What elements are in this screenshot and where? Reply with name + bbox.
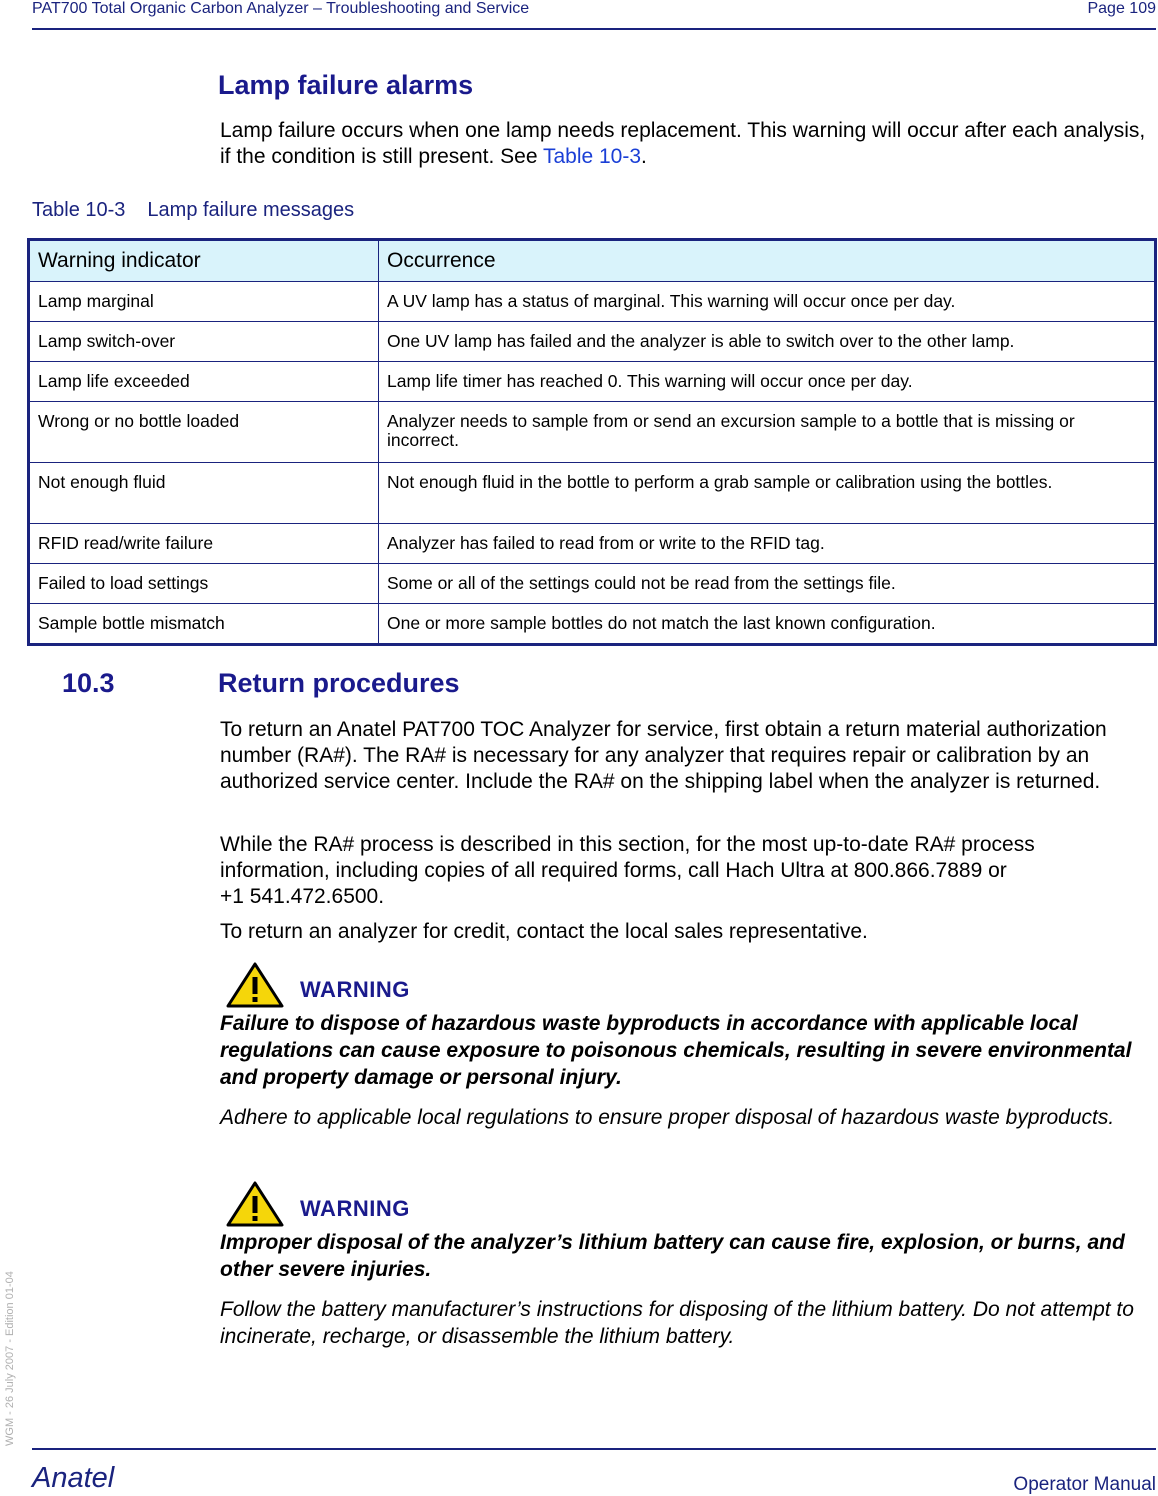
table-row: [29, 524, 1156, 564]
brand-name: Anatel: [32, 1462, 115, 1494]
occurrence-cell: Not enough fluid in the bottle to perform a grab sample or calibration using the bottles.: [379, 463, 1156, 524]
table-row: [29, 322, 1156, 362]
warning-statement: Failure to dispose of hazardous waste byproducts in accordance with applicable local regulations can cause exposure to poisonous chemicals, resulting in severe environmental and property damage or personal injury.: [220, 1012, 1132, 1089]
occurrence-cell: Lamp life timer has reached 0. This warning will occur once per day.: [379, 362, 1156, 402]
column-header-occurrence: Occurrence: [379, 240, 1156, 282]
table-row: [29, 604, 1156, 645]
table-row: [29, 463, 1156, 524]
warning-label: WARNING: [300, 977, 410, 1002]
return-paragraph-1: To return an Anatel PAT700 TOC Analyzer for service, first obtain a return material authorization number (RA#). The RA# is necessary for any analyzer that requires repair or calibration by an authorized service center. Include the RA# on the shipping label when the analyzer is returned.: [220, 718, 1107, 793]
occurrence-cell: Analyzer needs to sample from or send an excursion sample to a bottle that is missing or incorrect.: [379, 402, 1156, 463]
warning-indicator-cell: Not enough fluid: [29, 463, 379, 524]
occurrence-cell: A UV lamp has a status of marginal. This warning will occur once per day.: [379, 282, 1156, 322]
table-caption: [32, 199, 354, 222]
occurrence-cell: Analyzer has failed to read from or write to the RFID tag.: [379, 524, 1156, 564]
warning-indicator-cell: Failed to load settings: [29, 564, 379, 604]
table-row: [29, 282, 1156, 322]
warning-indicator-cell: Wrong or no bottle loaded: [29, 402, 379, 463]
table-row: [29, 362, 1156, 402]
lamp-failure-table: [27, 238, 1157, 646]
table-header-row: [29, 240, 1156, 282]
return-paragraph-2-line-1: While the RA# process is described in this section, for the most up-to-date RA# process information, including copies of all required forms, call Hach Ultra at 800.866.7889 or: [220, 833, 1035, 882]
occurrence-cell: Some or all of the settings could not be read from the settings file.: [379, 564, 1156, 604]
warning-label: WARNING: [300, 1196, 410, 1221]
table-caption-number: Table 10-3: [32, 199, 126, 221]
lamp-intro-paragraph: [220, 118, 1150, 170]
return-paragraph-3: To return an analyzer for credit, contact the local sales representative.: [220, 920, 868, 943]
occurrence-cell: One or more sample bottles do not match the last known configuration.: [379, 604, 1156, 645]
table-row: [29, 402, 1156, 463]
return-paragraph-2-line-2: +1 541.472.6500.: [220, 885, 385, 908]
page-header: [32, 0, 1156, 30]
return-section-title: Return procedures: [218, 668, 460, 698]
document-title: PAT700 Total Organic Carbon Analyzer – Troubleshooting and Service: [32, 0, 530, 17]
table-caption-title: Lamp failure messages: [147, 199, 355, 221]
warning-statement: Improper disposal of the analyzer’s lithium battery can cause fire, explosion, or burns, and other severe injuries.: [220, 1231, 1125, 1281]
page-footer: [32, 1448, 1156, 1495]
section-number: 10.3: [62, 668, 115, 698]
lamp-section-title: Lamp failure alarms: [218, 70, 474, 100]
manual-name: Operator Manual: [1013, 1474, 1156, 1495]
lamp-intro-end: .: [641, 145, 647, 168]
table-reference-link[interactable]: Table 10-3: [542, 145, 642, 168]
table-row: [29, 564, 1156, 604]
edition-note: WGM - 26 July 2007 - Edition 01-04: [4, 1271, 16, 1446]
warning-indicator-cell: Sample bottle mismatch: [29, 604, 379, 645]
warning-triangle-icon: [226, 962, 284, 1008]
warning-indicator-cell: Lamp life exceeded: [29, 362, 379, 402]
warning-indicator-cell: RFID read/write failure: [29, 524, 379, 564]
page-number: Page 109: [1087, 0, 1156, 17]
return-paragraph-2: [220, 832, 1150, 910]
lamp-intro-text: Lamp failure occurs when one lamp needs replacement. This warning will occur after each analysis, if the condition is still present. See: [220, 119, 1146, 168]
column-header-warning-indicator: Warning indicator: [29, 240, 379, 282]
warning-triangle-icon: [226, 1181, 284, 1227]
warning-instruction: Adhere to applicable local regulations to ensure proper disposal of hazardous waste byproducts.: [220, 1106, 1115, 1129]
warning-instruction: Follow the battery manufacturer’s instructions for disposing of the lithium battery. Do not attempt to incinerate, recharge, or disassemble the lithium battery.: [220, 1298, 1134, 1348]
occurrence-cell: One UV lamp has failed and the analyzer is able to switch over to the other lamp.: [379, 322, 1156, 362]
warning-indicator-cell: Lamp marginal: [29, 282, 379, 322]
warning-indicator-cell: Lamp switch-over: [29, 322, 379, 362]
